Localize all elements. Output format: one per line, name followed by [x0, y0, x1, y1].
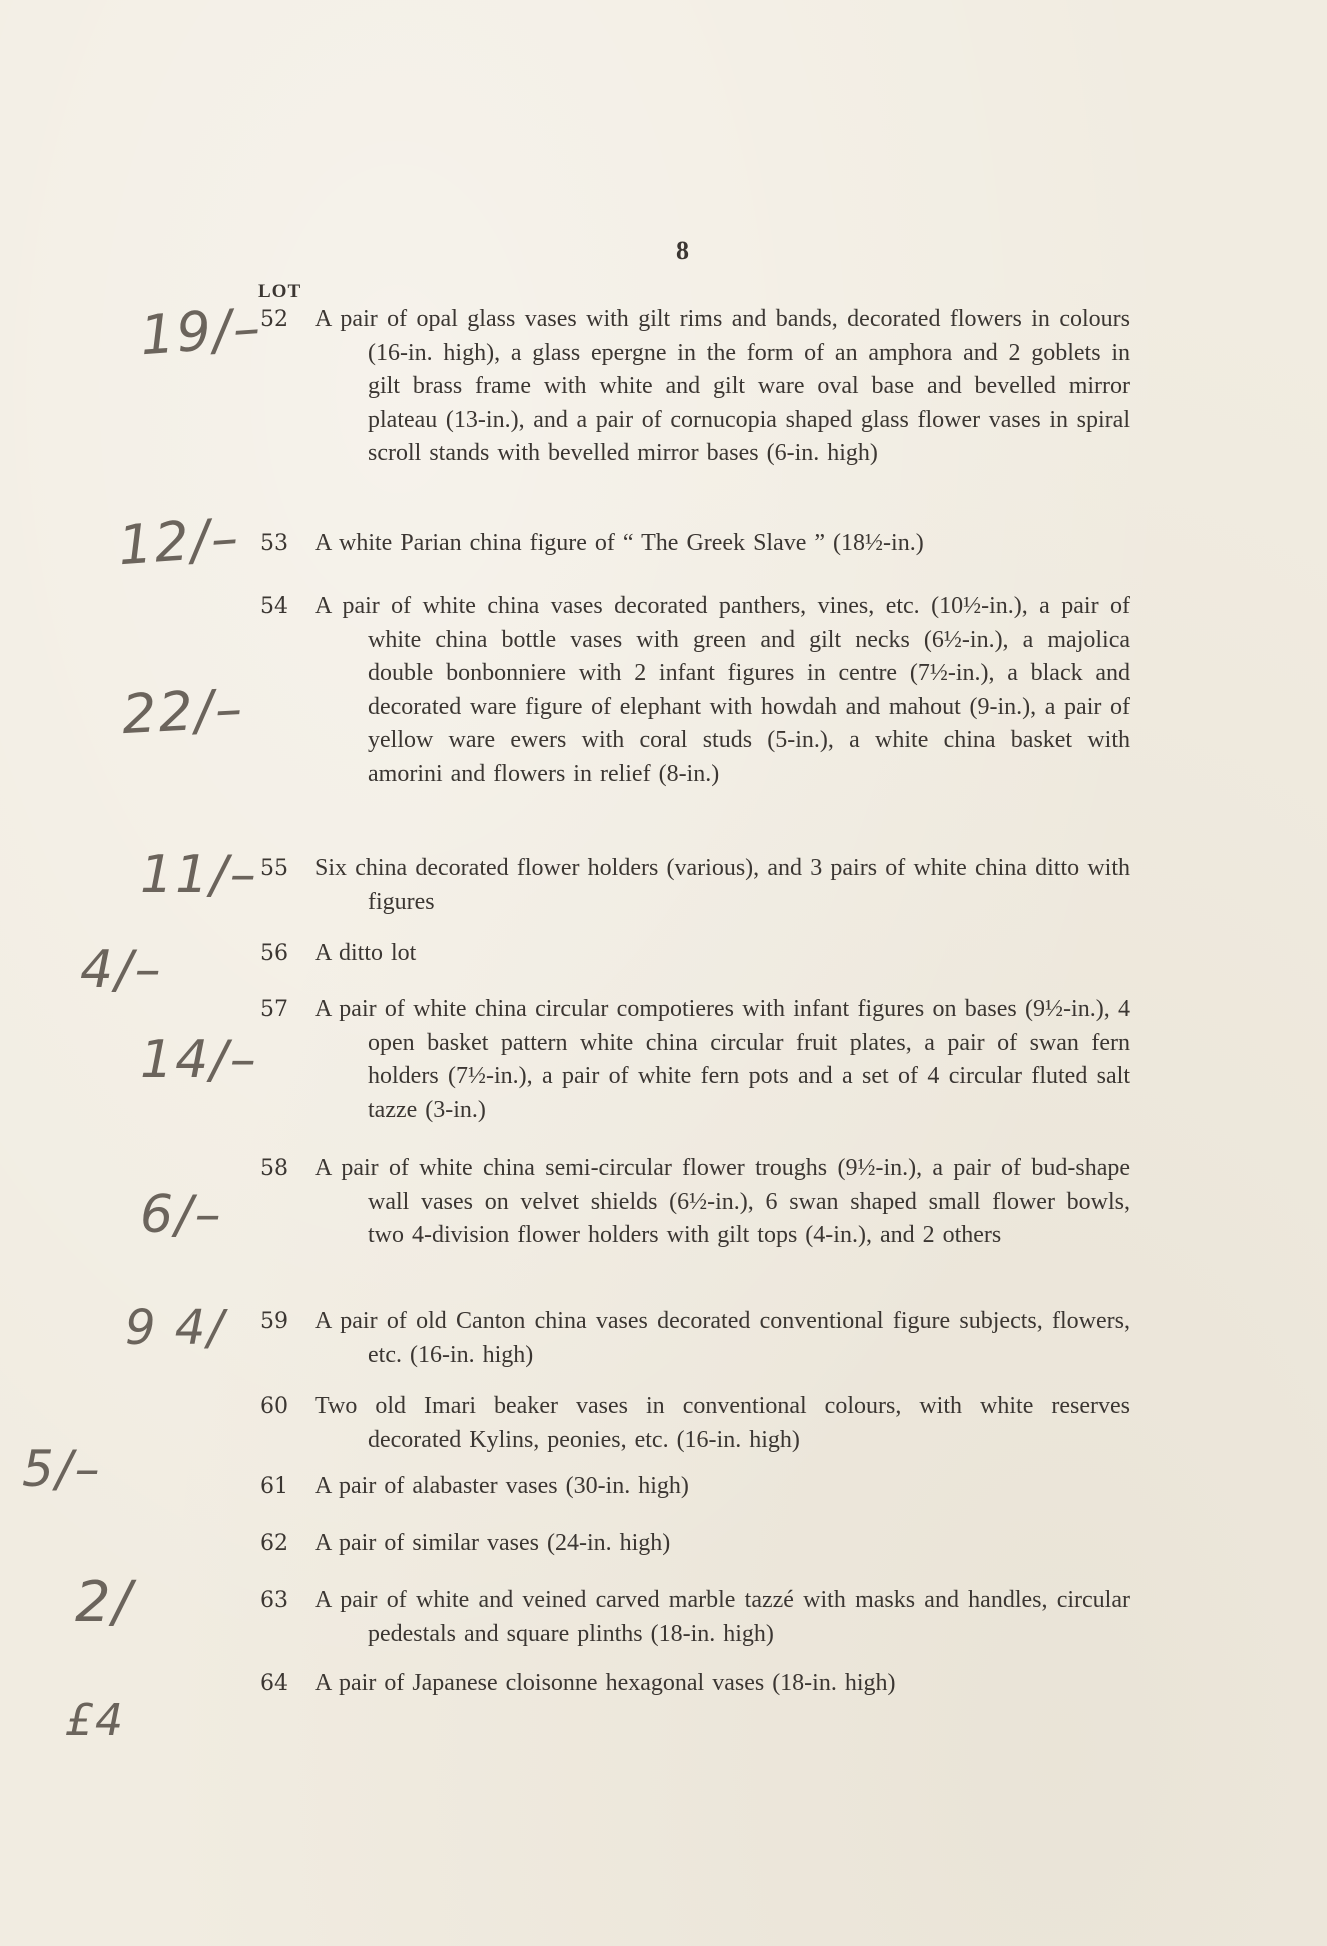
lot-description: A pair of white and veined carved marble tazzé with masks and handles, circular pedestals and square plinths (18-in. high) [315, 1587, 1130, 1647]
lot-entry [250, 1527, 1130, 1561]
lot-entry [250, 1390, 1130, 1457]
lot-entry [250, 1584, 1130, 1651]
lot-entry [250, 1305, 1130, 1372]
lot-description: A pair of white china semi-circular flower troughs (9½-in.), a pair of bud-shape wall vases on velvet shields (6½-in.), 6 swan shaped small flower bowls, two 4-division flower holders with gilt tops (4-in.), and 2 others [315, 1155, 1130, 1248]
lot-number: 62 [260, 1531, 288, 1556]
lot-description: A pair of alabaster vases (30-in. high) [315, 1473, 689, 1499]
lot-number: 60 [260, 1394, 288, 1419]
lot-number: 61 [260, 1474, 288, 1499]
lot-column-header: LOT [258, 281, 302, 302]
lot-number: 58 [260, 1156, 288, 1181]
lot-description: A white Parian china figure of “ The Greek Slave ” (18½-in.) [315, 530, 924, 556]
lot-number: 59 [260, 1309, 288, 1334]
page-number: 8 [676, 236, 689, 265]
lot-entry [250, 937, 1130, 971]
handwritten-price: 14/– [140, 1030, 258, 1090]
lot-number: 64 [260, 1671, 288, 1696]
handwritten-price: 19/– [137, 295, 264, 368]
handwritten-price: 5/– [22, 1440, 102, 1498]
lot-number: 53 [260, 531, 288, 556]
lot-entry [250, 303, 1130, 471]
lot-entry [250, 1667, 1130, 1701]
handwritten-price: 12/– [115, 505, 242, 578]
lot-number: 57 [260, 997, 288, 1022]
handwritten-price: 11/– [140, 845, 258, 905]
lot-description: A pair of white china circular compotieres with infant figures on bases (9½-in.), 4 open basket pattern white china circular fruit plates, a pair of swan fern holders (7½-in.), a pair of white fern pots and a set of 4 circular fluted salt tazze (3-in.) [315, 996, 1130, 1123]
handwritten-price: 6/– [140, 1185, 223, 1245]
lot-number: 63 [260, 1588, 288, 1613]
lot-description: A pair of opal glass vases with gilt rims and bands, decorated flowers in colours (16-in. high), a glass epergne in the form of an amphora and 2 goblets in gilt brass frame with white and gilt ware oval base and bevelled mirror plateau (13-in.), and a pair of cornucopia shaped glass flower vases in spiral scroll stands with bevelled mirror bases (6-in. high) [315, 306, 1130, 466]
lot-number: 55 [260, 856, 288, 881]
lot-description: A pair of Japanese cloisonne hexagonal vases (18-in. high) [315, 1670, 896, 1696]
lot-entry [250, 852, 1130, 919]
lot-entry [250, 590, 1130, 791]
lot-entry [250, 1470, 1130, 1504]
lot-number: 52 [260, 307, 288, 332]
lot-description: A pair of old Canton china vases decorated conventional figure subjects, flowers, etc. (16-in. high) [315, 1308, 1130, 1368]
lot-description: A ditto lot [315, 940, 417, 966]
lot-number: 56 [260, 941, 288, 966]
lot-description: Two old Imari beaker vases in conventional colours, with white reserves decorated Kylins, peonies, etc. (16-in. high) [315, 1393, 1130, 1453]
lot-entry [250, 527, 1130, 561]
lot-description: Six china decorated flower holders (various), and 3 pairs of white china ditto with figures [315, 855, 1130, 915]
handwritten-price: 2/ [75, 1570, 134, 1635]
lot-description: A pair of similar vases (24-in. high) [315, 1530, 671, 1556]
lot-description: A pair of white china vases decorated panthers, vines, etc. (10½-in.), a pair of white china bottle vases with green and gilt necks (6½-in.), a majolica double bonbonniere with 2 infant figures in centre (7½-in.), a black and decorated ware figure of elephant with howdah and mahout (9-in.), a pair of yellow ware ewers with coral studs (5-in.), a white china basket with amorini and flowers in relief (8-in.) [315, 593, 1130, 787]
handwritten-price: 9 4/ [125, 1300, 226, 1356]
lot-entry [250, 993, 1130, 1127]
handwritten-price: 22/– [120, 676, 246, 747]
lot-number: 54 [260, 594, 288, 619]
handwritten-price: 4/– [80, 940, 163, 1000]
lot-entry [250, 1152, 1130, 1253]
handwritten-price: £4 [65, 1695, 125, 1746]
